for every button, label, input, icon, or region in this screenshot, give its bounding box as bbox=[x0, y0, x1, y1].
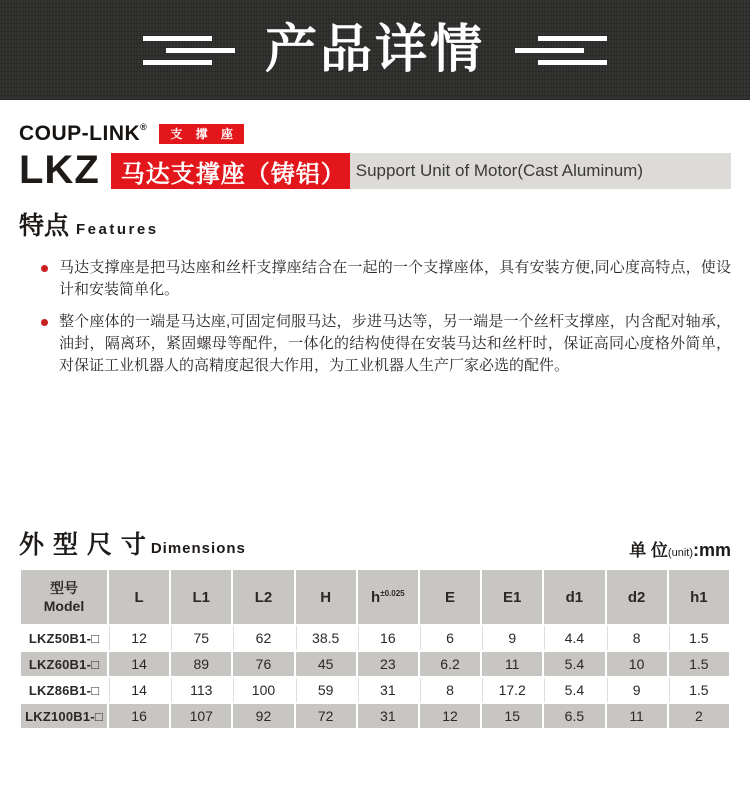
column-header: d1 bbox=[544, 570, 604, 624]
column-header: E bbox=[420, 570, 480, 624]
banner-title: 产品详情 bbox=[264, 21, 485, 79]
column-header-model-cn: 型号 bbox=[50, 580, 78, 596]
value-cell: 76 bbox=[233, 652, 293, 676]
value-cell: 2 bbox=[669, 704, 729, 728]
value-cell: 15 bbox=[482, 704, 542, 728]
column-header: h1 bbox=[669, 570, 729, 624]
value-cell: 1.5 bbox=[669, 652, 729, 676]
column-header-model bbox=[21, 570, 107, 624]
value-cell: 9 bbox=[607, 678, 667, 702]
value-cell: 113 bbox=[171, 678, 231, 702]
brand-badge: 支 撑 座 bbox=[159, 124, 244, 144]
table-row bbox=[21, 704, 729, 728]
dimensions-heading-cn: 外 型 尺 寸 bbox=[19, 531, 147, 559]
unit-label-note: (unit) bbox=[667, 547, 693, 559]
brand-row bbox=[19, 123, 731, 144]
value-cell: 4.4 bbox=[544, 626, 604, 650]
banner-decoration-right bbox=[515, 36, 607, 65]
value-cell: 14 bbox=[109, 652, 169, 676]
model-cell: LKZ86B1-□ bbox=[21, 678, 107, 702]
feature-item: 整个座体的一端是马达座,可固定伺服马达，步进马达等，另一端是一个丝杆支撑座，内含配对轴承，油封，隔离环，紧固螺母等配件，一体化的结构使得在安装马达和丝杆时，保证高同心度格外简单，对保证工业机器人的高精度起很大作用，为工业机器人生产厂家必选的配件。 bbox=[41, 311, 731, 377]
table-header-row bbox=[21, 570, 729, 624]
value-cell: 23 bbox=[358, 652, 418, 676]
registered-mark: ® bbox=[140, 122, 148, 132]
decoration-bar bbox=[143, 60, 212, 65]
value-cell: 14 bbox=[109, 678, 169, 702]
product-title-row bbox=[19, 148, 731, 192]
brand-logo bbox=[19, 123, 147, 144]
decoration-bar bbox=[515, 48, 584, 53]
value-cell: 17.2 bbox=[482, 678, 542, 702]
features-heading-cn: 特点 bbox=[19, 212, 70, 240]
value-cell: 31 bbox=[358, 704, 418, 728]
value-cell: 6.5 bbox=[544, 704, 604, 728]
model-cell: LKZ100B1-□ bbox=[21, 704, 107, 728]
decoration-bar bbox=[143, 36, 212, 41]
product-title-en: Support Unit of Motor(Cast Aluminum) bbox=[350, 153, 731, 189]
features-heading bbox=[19, 206, 731, 242]
column-header-model-en: Model bbox=[43, 598, 85, 614]
value-cell: 8 bbox=[420, 678, 480, 702]
dimensions-heading bbox=[19, 525, 246, 561]
value-cell: 59 bbox=[296, 678, 356, 702]
column-header: d2 bbox=[607, 570, 667, 624]
dimensions-heading-row bbox=[19, 525, 731, 561]
unit-label-value: :mm bbox=[692, 540, 731, 560]
column-header: H bbox=[296, 570, 356, 624]
value-cell: 9 bbox=[482, 626, 542, 650]
dimensions-heading-en: Dimensions bbox=[150, 540, 246, 557]
value-cell: 12 bbox=[109, 626, 169, 650]
value-cell: 72 bbox=[296, 704, 356, 728]
table-row bbox=[21, 626, 729, 650]
value-cell: 10 bbox=[607, 652, 667, 676]
column-header: L bbox=[109, 570, 169, 624]
column-header: E1 bbox=[482, 570, 542, 624]
table-row bbox=[21, 678, 729, 702]
value-cell: 62 bbox=[233, 626, 293, 650]
banner bbox=[0, 0, 750, 100]
value-cell: 38.5 bbox=[296, 626, 356, 650]
model-cell: LKZ50B1-□ bbox=[21, 626, 107, 650]
unit-label-cn: 单 位 bbox=[629, 541, 668, 560]
column-header: L1 bbox=[171, 570, 231, 624]
features-list bbox=[41, 257, 731, 377]
unit-label bbox=[629, 536, 731, 561]
value-cell: 6 bbox=[420, 626, 480, 650]
brand-logo-text: COUP-LINK bbox=[19, 122, 141, 145]
value-cell: 16 bbox=[109, 704, 169, 728]
product-title-cn: 马达支撑座（铸铝） bbox=[111, 153, 350, 189]
value-cell: 107 bbox=[171, 704, 231, 728]
decoration-bar bbox=[538, 36, 607, 41]
value-cell: 75 bbox=[171, 626, 231, 650]
product-series: LKZ bbox=[19, 148, 100, 192]
column-header: L2 bbox=[233, 570, 293, 624]
value-cell: 31 bbox=[358, 678, 418, 702]
value-cell: 100 bbox=[233, 678, 293, 702]
value-cell: 16 bbox=[358, 626, 418, 650]
value-cell: 8 bbox=[607, 626, 667, 650]
value-cell: 92 bbox=[233, 704, 293, 728]
value-cell: 6.2 bbox=[420, 652, 480, 676]
banner-decoration-left bbox=[143, 36, 235, 65]
value-cell: 11 bbox=[607, 704, 667, 728]
h-tolerance: ±0.025 bbox=[380, 588, 405, 598]
value-cell: 89 bbox=[171, 652, 231, 676]
decoration-bar bbox=[538, 60, 607, 65]
column-header-h-tolerance bbox=[358, 570, 418, 624]
value-cell: 12 bbox=[420, 704, 480, 728]
h-base: h bbox=[371, 588, 381, 606]
features-heading-en: Features bbox=[76, 221, 159, 238]
model-cell: LKZ60B1-□ bbox=[21, 652, 107, 676]
table-row bbox=[21, 652, 729, 676]
decoration-bar bbox=[166, 48, 235, 53]
dimensions-table bbox=[19, 568, 731, 730]
value-cell: 45 bbox=[296, 652, 356, 676]
value-cell: 5.4 bbox=[544, 652, 604, 676]
value-cell: 5.4 bbox=[544, 678, 604, 702]
value-cell: 1.5 bbox=[669, 626, 729, 650]
value-cell: 11 bbox=[482, 652, 542, 676]
feature-item: 马达支撑座是把马达座和丝杆支撑座结合在一起的一个支撑座体，具有安装方便,同心度高特点，使设计和安装简单化。 bbox=[41, 257, 731, 301]
content-area bbox=[0, 123, 750, 730]
value-cell: 1.5 bbox=[669, 678, 729, 702]
